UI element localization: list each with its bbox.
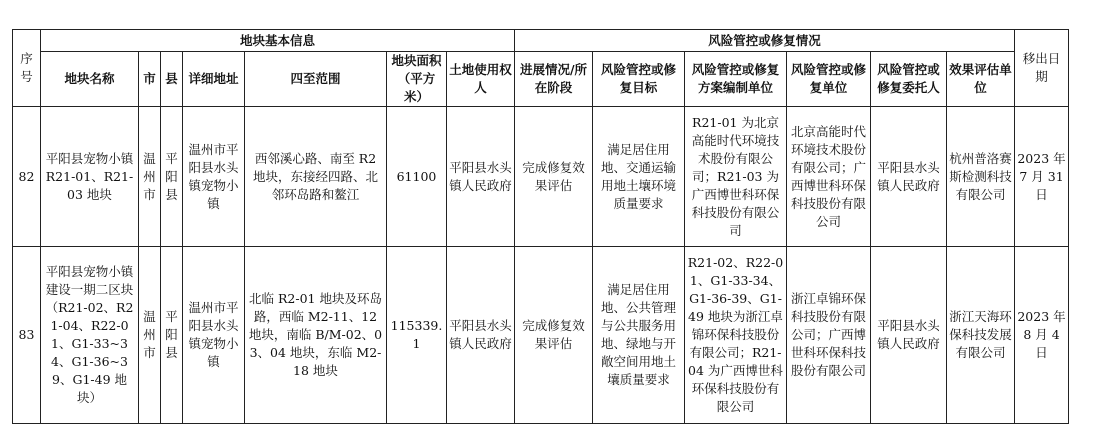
header-removal-date: 移出日期 (1015, 30, 1069, 107)
cell-removal-date: 2023 年 7 月 31 日 (1015, 107, 1069, 247)
header-county: 县 (161, 52, 183, 107)
cell-repair-unit: 北京高能时代环境技术股份有限公司；广西博世科环保科技股份有限公司 (787, 107, 871, 247)
cell-progress: 完成修复效果评估 (515, 247, 593, 424)
header-eval-unit: 效果评估单位 (947, 52, 1015, 107)
cell-goal: 满足居住用地、公共管理与公共服务用地、绿地与开敞空间用地土壤质量要求 (593, 247, 685, 424)
cell-seq: 82 (13, 107, 41, 247)
cell-client: 平阳县水头镇人民政府 (871, 247, 947, 424)
cell-plot-name: 平阳县宠物小镇建设一期二区块（R21-02、R21-04、R22-01、G1-33~34、G1-36~39、G1-49 地块） (41, 247, 139, 424)
cell-address: 温州市平阳县水头镇宠物小镇 (183, 247, 245, 424)
cell-progress: 完成修复效果评估 (515, 107, 593, 247)
cell-plot-name: 平阳县宠物小镇 R21-01、R21-03 地块 (41, 107, 139, 247)
cell-city: 温州市 (139, 107, 161, 247)
table-row (13, 107, 1069, 247)
cell-removal-date: 2023 年 8 月 4 日 (1015, 247, 1069, 424)
table-row (13, 247, 1069, 424)
header-repair-unit: 风险管控或修复单位 (787, 52, 871, 107)
cell-boundary: 北临 R2-01 地块及环岛路，西临 M2-11、12 地块，南临 B/M-02、03、04 地块，东临 M2-18 地块 (245, 247, 387, 424)
header-group-risk: 风险管控或修复情况 (515, 30, 1015, 52)
cell-county: 平阳县 (161, 247, 183, 424)
header-city: 市 (139, 52, 161, 107)
cell-address: 温州市平阳县水头镇宠物小镇 (183, 107, 245, 247)
header-land-user: 土地使用权人 (447, 52, 515, 107)
cell-seq: 83 (13, 247, 41, 424)
cell-city: 温州市 (139, 247, 161, 424)
header-plot-name: 地块名称 (41, 52, 139, 107)
document-table-wrapper (12, 29, 1069, 424)
cell-land-user: 平阳县水头镇人民政府 (447, 107, 515, 247)
header-goal: 风险管控或修复目标 (593, 52, 685, 107)
cell-land-user: 平阳县水头镇人民政府 (447, 247, 515, 424)
cell-eval-unit: 浙江天海环保科技发展有限公司 (947, 247, 1015, 424)
header-seq: 序号 (13, 30, 41, 107)
cell-plan-unit: R21-02、R22-01、G1-33-34、G1-36-39、G1-49 地块为浙江卓锦环保科技股份有限公司；R21-04 为广西博世科环保科技股份有限公司 (685, 247, 787, 424)
header-row-group (13, 30, 1069, 52)
cell-plan-unit: R21-01 为北京高能时代环境技术股份有限公司；R21-03 为广西博世科环保科技股份有限公司 (685, 107, 787, 247)
cell-boundary: 西邻溪心路、南至 R2 地块，东接经四路、北邻环岛路和鳌江 (245, 107, 387, 247)
contaminated-land-table (12, 29, 1069, 424)
cell-eval-unit: 杭州普洛赛斯检测科技有限公司 (947, 107, 1015, 247)
header-area: 地块面积（平方米） (387, 52, 447, 107)
header-client: 风险管控或修复委托人 (871, 52, 947, 107)
cell-repair-unit: 浙江卓锦环保科技股份有限公司；广西博世科环保科技股份有限公司 (787, 247, 871, 424)
cell-goal: 满足居住用地、交通运输用地土壤环境质量要求 (593, 107, 685, 247)
header-group-basic: 地块基本信息 (41, 30, 515, 52)
header-boundary: 四至范围 (245, 52, 387, 107)
header-address: 详细地址 (183, 52, 245, 107)
cell-county: 平阳县 (161, 107, 183, 247)
cell-client: 平阳县水头镇人民政府 (871, 107, 947, 247)
header-row-columns (13, 52, 1069, 107)
header-progress: 进展情况/所在阶段 (515, 52, 593, 107)
cell-area: 115339.1 (387, 247, 447, 424)
header-plan-unit: 风险管控或修复方案编制单位 (685, 52, 787, 107)
cell-area: 61100 (387, 107, 447, 247)
